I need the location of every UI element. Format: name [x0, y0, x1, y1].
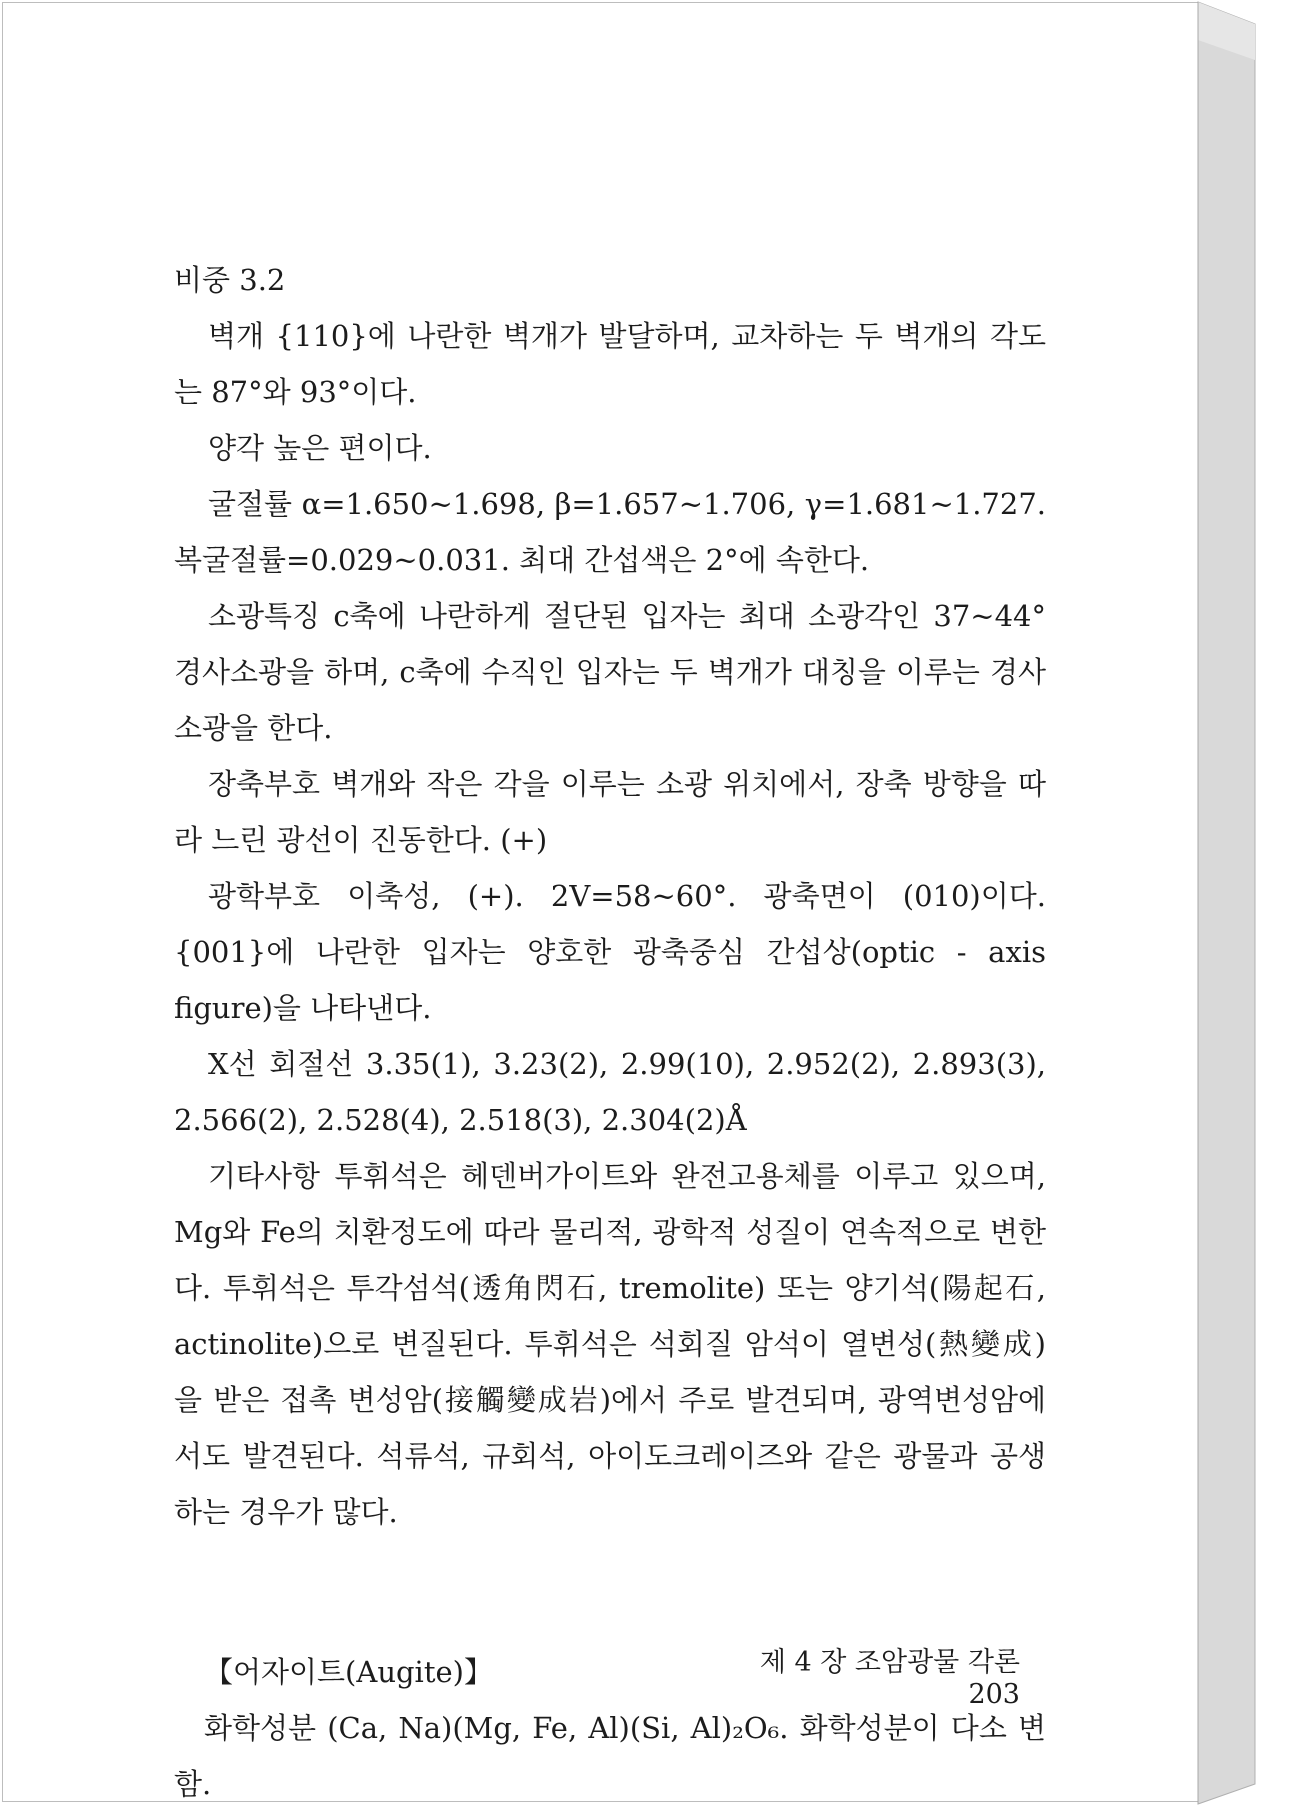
section-heading-augite: 【어자이트(Augite)】 — [204, 1655, 493, 1689]
xray-diffraction-paragraph: X선 회절선 3.35(1), 3.23(2), 2.99(10), 2.952(2), 2.893(3), 2.566(2), 2.528(4), 2.518(3), 2.304(2)Å — [174, 1047, 1046, 1137]
page-footer — [700, 1640, 1020, 1710]
chapter-title: 제 4 장 조암광물 각론 — [759, 1647, 1020, 1678]
elongation-sign-paragraph: 장축부호 벽개와 작은 각을 이루는 소광 위치에서, 장축 방향을 따라 느린 광선이 진동한다. (+) — [174, 767, 1046, 857]
extinction-paragraph: 소광특징 c축에 나란하게 절단된 입자는 최대 소광각인 37~44° 경사소광을 하며, c축에 수직인 입자는 두 벽개가 대칭을 이루는 경사소광을 한다. — [174, 599, 1046, 745]
page-number: 203 — [968, 1679, 1020, 1710]
relief-paragraph: 양각 높은 편이다. — [208, 431, 432, 465]
page-body — [174, 252, 1046, 1812]
chemical-formula-line: 화학성분 (Ca, Na)(Mg, Fe, Al)(Si, Al)₂O₆. 화학성분이 다소 변함. — [174, 1711, 1046, 1801]
specific-gravity-line: 비중 3.2 — [174, 263, 286, 297]
remarks-paragraph: 기타사항 투휘석은 헤덴버가이트와 완전고용체를 이루고 있으며, Mg와 Fe의 치환정도에 따라 물리적, 광학적 성질이 연속적으로 변한다. 투휘석은 투각섬석(透角閃石, tremolite) 또는 양기석(陽起石, actinolite)으로 변질된다. 투휘석은 석회질 암석이 열변성(熱變成)을 받은 접촉 변성암(接觸變成岩)에서 주로 발견되며, 광역변성암에서도 발견된다. 석류석, 규회석, 아이도크레이즈와 같은 광물과 공생하는 경우가 많다. — [174, 1159, 1046, 1529]
optic-sign-paragraph: 광학부호 이축성, (+). 2V=58~60°. 광축면이 (010)이다. {001}에 나란한 입자는 양호한 광축중심 간섭상(optic - axis figure)을 나타낸다. — [174, 879, 1046, 1025]
cleavage-paragraph: 벽개 {110}에 나란한 벽개가 발달하며, 교차하는 두 벽개의 각도는 87°와 93°이다. — [174, 319, 1046, 409]
refractive-index-paragraph: 굴절률 α=1.650~1.698, β=1.657~1.706, γ=1.681~1.727. 복굴절률=0.029~0.031. 최대 간섭색은 2°에 속한다. — [174, 487, 1046, 577]
